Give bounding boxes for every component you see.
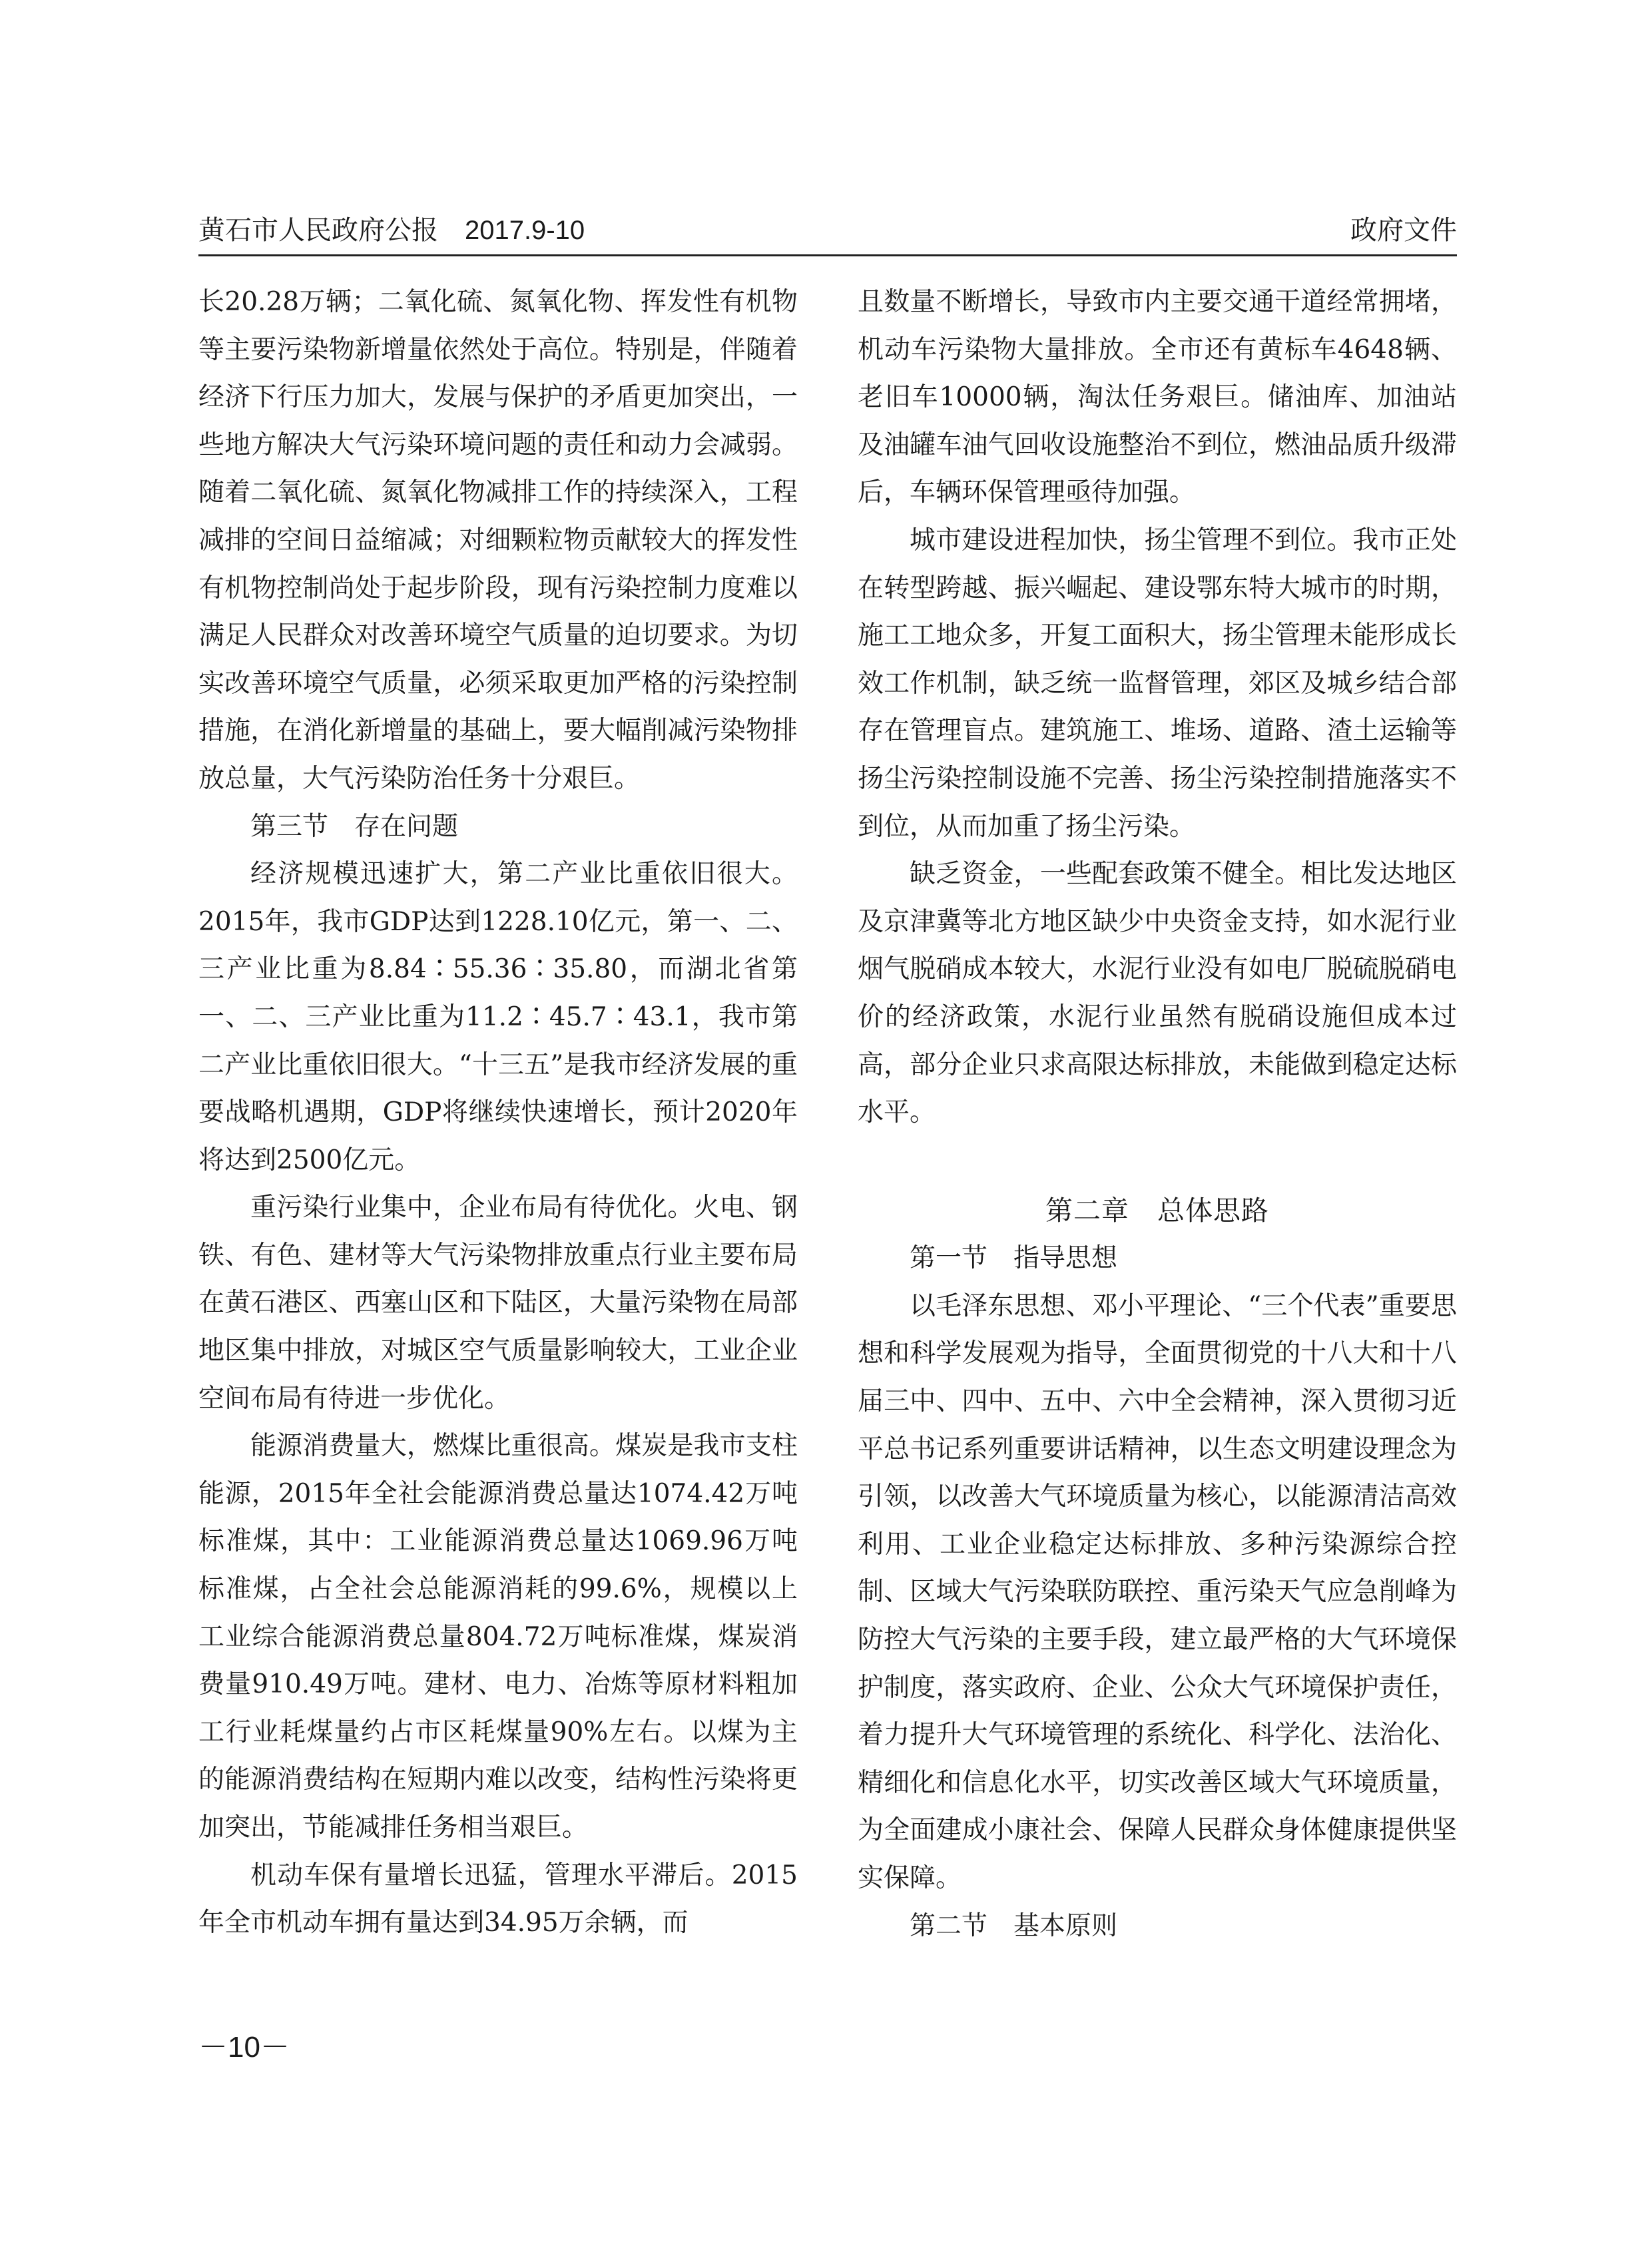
paragraph: 城市建设进程加快，扬尘管理不到位。我市正处在转型跨越、振兴崛起、建设鄂东特大城市的时期，施工工地众多，开复工面积大，扬尘管理未能形成长效工作机制，缺乏统一监督管理，郊区及城乡结合部存在管理盲点。建筑施工、堆场、道路、渣土运输等扬尘污染控制设施不完善、扬尘污染控制措施落实不到位，从而加重了扬尘污染。 (858, 525, 1457, 842)
section-heading: 第三节 存在问题 (250, 811, 459, 842)
chapter-heading: 第二章 总体思路 (1045, 1195, 1269, 1226)
issue-date: 2017.9-10 (465, 216, 585, 245)
paragraph: 长20.28万辆；二氧化硫、氮氧化物、挥发性有机物等主要污染物新增量依然处于高位。特别是，伴随着经济下行压力加大，发展与保护的矛盾更加突出，一些地方解决大气污染环境问题的责任和动力会减弱。随着二氧化硫、氮氧化物减排工作的持续深入，工程减排的空间日益缩减；对细颗粒物贡献较大的挥发性有机物控制尚处于起步阶段，现有污染控制力度难以满足人民群众对改善环境空气质量的迫切要求。为切实改善环境空气质量，必须采取更加严格的污染控制措施，在消化新增量的基础上，要大幅削减污染物排放总量，大气污染防治任务十分艰巨。 (198, 287, 798, 794)
section-heading: 第一节 指导思想 (910, 1243, 1118, 1274)
paragraph: 重污染行业集中，企业布局有待优化。火电、钢铁、有色、建材等大气污染物排放重点行业主要布局在黄石港区、西塞山区和下陆区，大量污染物在局部地区集中排放，对城区空气质量影响较大，工业企业空间布局有待进一步优化。 (198, 1193, 798, 1414)
paragraph: 缺乏资金，一些配套政策不健全。相比发达地区及京津冀等北方地区缺少中央资金支持，如水泥行业烟气脱硝成本较大，水泥行业没有如电厂脱硫脱硝电价的经济政策，水泥行业虽然有脱硝设施但成本过高，部分企业只求高限达标排放，未能做到稳定达标水平。 (858, 859, 1457, 1128)
publication-title: 黄石市人民政府公报 (198, 216, 438, 245)
section-heading: 第二节 基本原则 (910, 1910, 1118, 1941)
paragraph: 经济规模迅速扩大，第二产业比重依旧很大。2015年，我市GDP达到1228.10亿元，第一、二、三产业比重为8.84∶55.36∶35.80，而湖北省第一、二、三产业比重为11.2∶45.7∶43.1，我市第二产业比重依旧很大。“十三五”是我市经济发展的重要战略机遇期，GDP将继续快速增长，预计2020年将达到2500亿元。 (198, 859, 798, 1175)
paragraph: 机动车保有量增长迅猛，管理水平滞后。2015年全市机动车拥有量达到34.95万余辆，而 (198, 1860, 798, 1938)
right-column (858, 278, 1457, 2050)
header-divider (198, 254, 1457, 256)
paragraph: 以毛泽东思想、邓小平理论、“三个代表”重要思想和科学发展观为指导，全面贯彻党的十八大和十八届三中、四中、五中、六中全会精神，深入贯彻习近平总书记系列重要讲话精神，以生态文明建设理念为引领，以改善大气环境质量为核心，以能源清洁高效利用、工业企业稳定达标排放、多种污染源综合控制、区域大气污染联防联控、重污染天气应急削峰为防控大气污染的主要手段，建立最严格的大气环境保护制度，落实政府、企业、公众大气环境保护责任，着力提升大气环境管理的系统化、科学化、法治化、精细化和信息化水平，切实改善区域大气环境质量，为全面建成小康社会、保障人民群众身体健康提供坚实保障。 (858, 1290, 1457, 1893)
page-header (198, 212, 1457, 252)
document-category: 政府文件 (1350, 216, 1457, 245)
paragraph: 且数量不断增长，导致市内主要交通干道经常拥堵，机动车污染物大量排放。全市还有黄标车4648辆、老旧车10000辆，淘汰任务艰巨。储油库、加油站及油罐车油气回收设施整治不到位，燃油品质升级滞后，车辆环保管理亟待加强。 (858, 287, 1457, 508)
page-number: －10－ (198, 2031, 290, 2064)
paragraph: 能源消费量大，燃煤比重很高。煤炭是我市支柱能源，2015年全社会能源消费总量达1074.42万吨标准煤，其中：工业能源消费总量达1069.96万吨标准煤，占全社会总能源消耗的99.6%，规模以上工业综合能源消费总量804.72万吨标准煤，煤炭消费量910.49万吨。建材、电力、冶炼等原材料粗加工行业耗煤量约占市区耗煤量90%左右。以煤为主的能源消费结构在短期内难以改变，结构性污染将更加突出，节能减排任务相当艰巨。 (198, 1431, 798, 1842)
left-column (198, 278, 798, 2050)
header-left (198, 212, 585, 249)
